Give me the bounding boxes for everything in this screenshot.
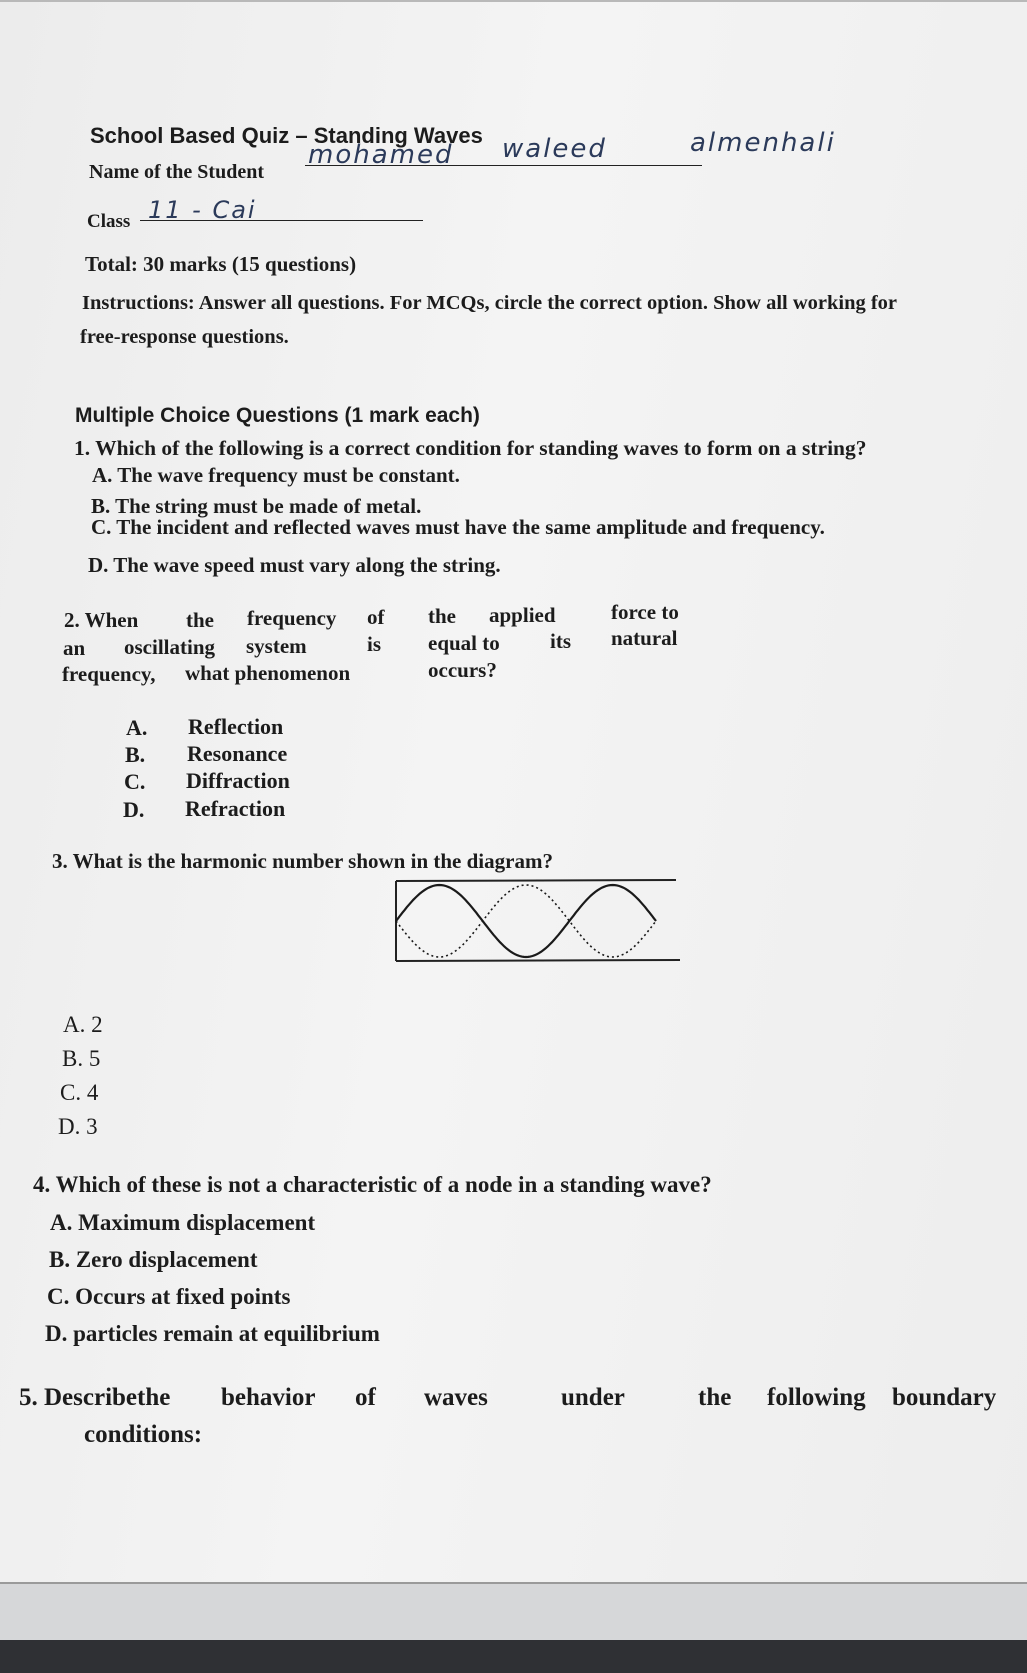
q2-option-b[interactable]: Resonance — [187, 741, 288, 766]
page-below — [0, 1584, 1027, 1640]
q1-option-b[interactable]: B. The string must be made of metal. — [91, 494, 422, 518]
q5-word: the — [698, 1384, 732, 1411]
name-label: Name of the Student — [89, 161, 264, 183]
q2-word: 2. When — [64, 608, 139, 632]
wave-envelope-solid — [396, 885, 656, 957]
instructions-line-1: Instructions: Answer all questions. For MCQs, circle the correct option. Show all working for — [82, 292, 898, 314]
diagram-string-line — [396, 960, 680, 961]
q2-option-c[interactable]: Diffraction — [186, 768, 290, 793]
q4-option-b[interactable]: B. Zero displacement — [49, 1247, 258, 1272]
q2-word: the — [428, 604, 456, 628]
standing-wave-diagram — [392, 873, 682, 965]
total-marks: Total: 30 marks (15 questions) — [85, 252, 357, 276]
q2-word: what phenomenon — [185, 661, 351, 685]
q2-word: frequency, — [62, 662, 156, 686]
q4-option-d[interactable]: D. particles remain at equilibrium — [45, 1321, 380, 1346]
q5-word: following — [767, 1384, 866, 1411]
q1-option-d[interactable]: D. The wave speed must vary along the string. — [88, 553, 501, 577]
class-handwritten: 11 - Cai — [148, 196, 257, 224]
q3-option-c[interactable]: C. 4 — [60, 1080, 99, 1105]
desk-surface — [0, 1640, 1027, 1673]
top-edge — [0, 0, 1027, 2]
q1-option-a[interactable]: A. The wave frequency must be constant. — [92, 463, 460, 487]
diagram-top-line — [396, 880, 676, 881]
q2-word: an — [63, 636, 86, 660]
q2-option-c-letter: C. — [124, 769, 146, 794]
name-handwritten-3: almenhali — [690, 128, 836, 158]
q2-word: system — [246, 634, 307, 658]
q2-option-b-letter: B. — [125, 742, 146, 767]
q2-option-a[interactable]: Reflection — [188, 714, 284, 739]
q2-word: of — [367, 605, 385, 629]
q5-word: 5. Describethe — [19, 1384, 171, 1411]
name-handwritten-1: mohamed — [308, 140, 454, 170]
q5-line-2: conditions: — [84, 1421, 203, 1448]
q2-option-d[interactable]: Refraction — [185, 796, 286, 821]
q2-word: is — [367, 632, 382, 656]
q4-question: 4. Which of these is not a characteristic of a node in a standing wave? — [33, 1172, 712, 1197]
q2-option-d-letter: D. — [123, 797, 145, 822]
q4-option-c[interactable]: C. Occurs at fixed points — [47, 1284, 291, 1309]
q1-option-c[interactable]: C. The incident and reflected waves must have the same amplitude and frequency. — [91, 515, 825, 539]
q2-word: applied — [489, 603, 556, 627]
q5-word: behavior — [221, 1384, 316, 1411]
q5-word: waves — [424, 1384, 488, 1411]
q3-option-a[interactable]: A. 2 — [63, 1012, 103, 1037]
q2-word: natural — [611, 626, 678, 650]
q2-word: frequency — [247, 606, 337, 630]
q1-question: 1. Which of the following is a correct condition for standing waves to form on a string? — [74, 436, 867, 460]
q5-word: of — [355, 1384, 376, 1411]
class-label: Class — [87, 211, 131, 232]
wave-envelope-dotted — [396, 885, 656, 957]
q3-option-b[interactable]: B. 5 — [62, 1046, 101, 1071]
quiz-title: School Based Quiz – Standing Waves — [90, 123, 483, 148]
q2-word: occurs? — [428, 658, 497, 682]
name-handwritten-2: waleed — [502, 134, 607, 164]
q4-option-a[interactable]: A. Maximum displacement — [50, 1210, 316, 1235]
q2-word: equal to — [428, 631, 500, 655]
q2-word: force to — [611, 600, 679, 624]
q3-option-d[interactable]: D. 3 — [58, 1114, 98, 1139]
q2-word: its — [550, 629, 571, 653]
q5-word: boundary — [892, 1384, 997, 1411]
q2-option-a-letter: A. — [126, 715, 148, 740]
q3-question: 3. What is the harmonic number shown in the diagram? — [52, 849, 553, 873]
instructions-line-2: free-response questions. — [80, 326, 289, 348]
q2-word: oscillating — [124, 635, 216, 659]
section-heading-mcq: Multiple Choice Questions (1 mark each) — [75, 404, 480, 427]
q5-word: under — [561, 1384, 625, 1411]
q2-word: the — [186, 608, 214, 632]
